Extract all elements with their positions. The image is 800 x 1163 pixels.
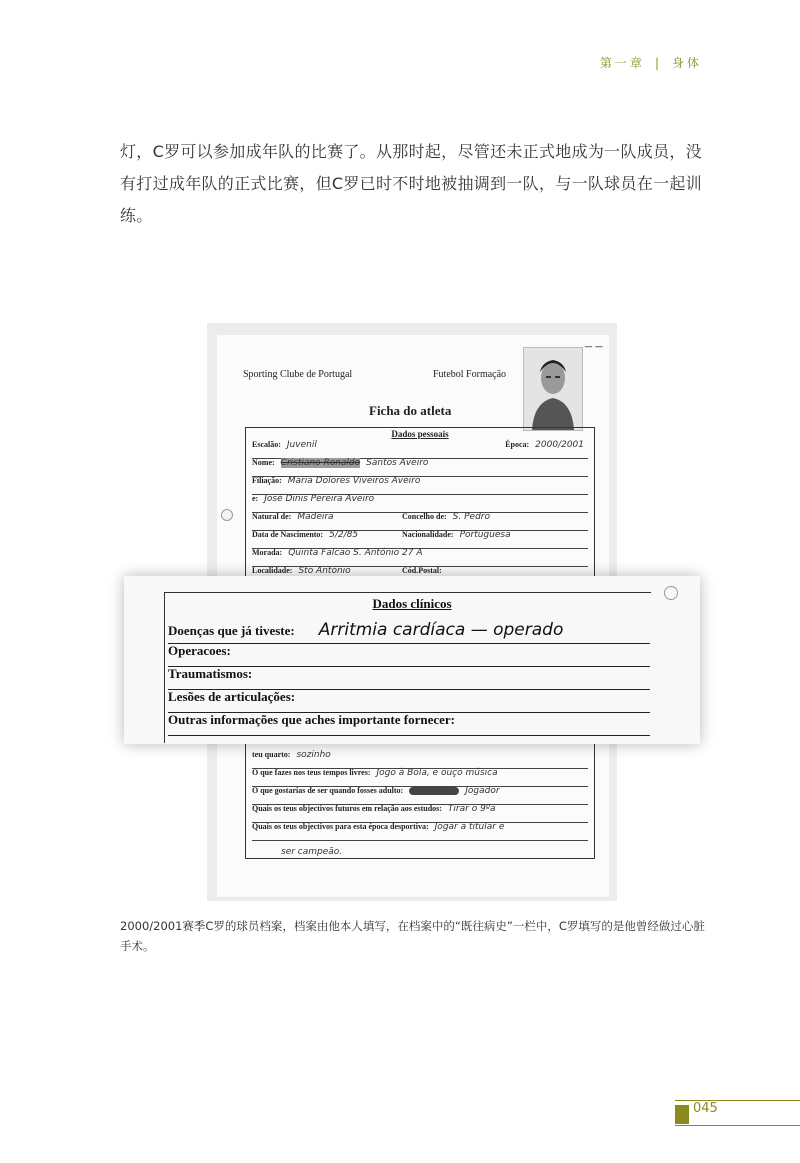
punch-hole — [221, 509, 233, 521]
value-nacionalidade: Portuguesa — [459, 530, 511, 540]
row-outras — [168, 712, 650, 736]
value-epoca: 2000/2001 — [535, 440, 584, 450]
chapter-label: 第一章 — [599, 56, 645, 70]
label-e: e: — [252, 494, 259, 503]
label-escalao: Escalão: — [252, 440, 281, 449]
row-estudos — [252, 804, 588, 823]
value-tempos-livres: Jogo à Bola, e ouço música — [376, 768, 498, 778]
value-quarto: sozinho — [296, 750, 331, 760]
row-nascimento — [252, 530, 588, 549]
label-natural: Natural de: — [252, 512, 292, 521]
label-outras: Outras informações que aches importante fornecer: — [168, 712, 456, 727]
label-objectivos: Quais os teus objectivos para esta época desportiva: — [252, 822, 429, 831]
row-filiacao — [252, 476, 588, 495]
row-traumatismos — [168, 666, 650, 690]
concelho-field — [402, 512, 490, 522]
label-morada: Morada: — [252, 548, 283, 557]
label-nome: Nome: — [252, 458, 275, 467]
label-doencas: Doenças que já tiveste: — [168, 623, 295, 638]
header-separator: | — [654, 56, 662, 70]
row-objectivos — [252, 822, 588, 841]
portrait-image — [524, 348, 582, 430]
label-tempos-livres: O que fazes nos teus tempos livres: — [252, 768, 371, 777]
value-localidade: Sto António — [298, 566, 351, 576]
nacionalidade-field — [402, 530, 511, 540]
epoca-field — [505, 440, 584, 450]
row-operacoes — [168, 643, 650, 667]
department-name: Futebol Formação — [433, 369, 507, 380]
label-traumatismos: Traumatismos: — [168, 666, 253, 681]
value-natural: Madeira — [297, 512, 334, 522]
pen-mark: – – — [585, 339, 603, 354]
label-operacoes: Operacoes: — [168, 643, 231, 658]
crossed-out-scribble — [409, 787, 459, 795]
value-nome-redacted: Cristiano Ronaldo — [280, 458, 361, 468]
page-number: 045 — [693, 1101, 718, 1116]
label-adulto: O que gostarias de ser quando fosses adulto: — [252, 786, 404, 795]
value-adulto: Jogador — [465, 786, 500, 796]
figure-caption: 2000/2001赛季C罗的球员档案，档案由他本人填写，在档案中的“既往病史”一栏中，C罗填写的是他曾经做过心脏手术。 — [120, 919, 705, 953]
label-quarto: teu quarto: — [252, 750, 291, 759]
form-title: Ficha do atleta — [369, 403, 452, 418]
section-label: 身体 — [671, 56, 702, 70]
label-postal: Cód.Postal: — [402, 566, 442, 575]
postal-field — [402, 566, 442, 575]
page-number-block — [675, 1105, 689, 1124]
label-lesoes: Lesões de articulações: — [168, 689, 296, 704]
value-pai: José Dinis Pereira Aveiro — [264, 494, 375, 504]
club-name: Sporting Clube de Portugal — [243, 369, 353, 380]
label-localidade: Localidade: — [252, 566, 293, 575]
label-filiacao: Filiação: — [252, 476, 282, 485]
value-filiacao: Maria Dolores Viveiros Aveiro — [287, 476, 421, 486]
label-estudos: Quais os teus objectivos futuros em relação aos estudos: — [252, 804, 442, 813]
row-tempos-livres — [252, 768, 588, 787]
personal-data-title: Dados pessoais — [391, 429, 449, 439]
value-escalao: Juvenil — [286, 440, 317, 450]
row-doencas — [168, 620, 650, 644]
row-nome — [252, 458, 588, 477]
row-quarto — [252, 750, 588, 769]
row-morada — [252, 548, 588, 567]
clinical-data-title: Dados clínicos — [372, 596, 452, 611]
value-objectivos: Jogar a titular e — [434, 822, 505, 832]
value-nome: Santos Aveiro — [366, 458, 429, 468]
value-nascimento: 5/2/85 — [329, 530, 359, 540]
value-doencas: Arritmia cardíaca — operado — [318, 620, 564, 640]
body-paragraph: 灯，C罗可以参加成年队的比赛了。从那时起，尽管还未正式地成为一队成员，没有打过成年队的正式比赛，但C罗已时不时地被抽调到一队，与一队球员在一起训练。 — [120, 142, 702, 225]
value-concelho: S. Pedro — [452, 512, 490, 522]
row-adulto — [252, 786, 588, 805]
row-filiacao-2 — [252, 494, 588, 513]
value-objectivos-continued: ser campeão. — [281, 847, 343, 857]
row-natural — [252, 512, 588, 531]
row-lesoes — [168, 689, 650, 713]
value-estudos: Tirar o 9ºa — [447, 804, 496, 814]
running-head — [600, 54, 702, 71]
id-photo — [523, 347, 583, 431]
label-concelho: Concelho de: — [402, 512, 447, 521]
label-nacionalidade: Nacionalidade: — [402, 530, 454, 539]
label-nascimento: Data de Nascimento: — [252, 530, 324, 539]
label-epoca: Época: — [505, 440, 530, 449]
row-escalao — [252, 440, 588, 459]
value-morada: Quinta Falcão S. António 27 A — [288, 548, 423, 558]
clinical-data-zoom — [124, 576, 700, 744]
